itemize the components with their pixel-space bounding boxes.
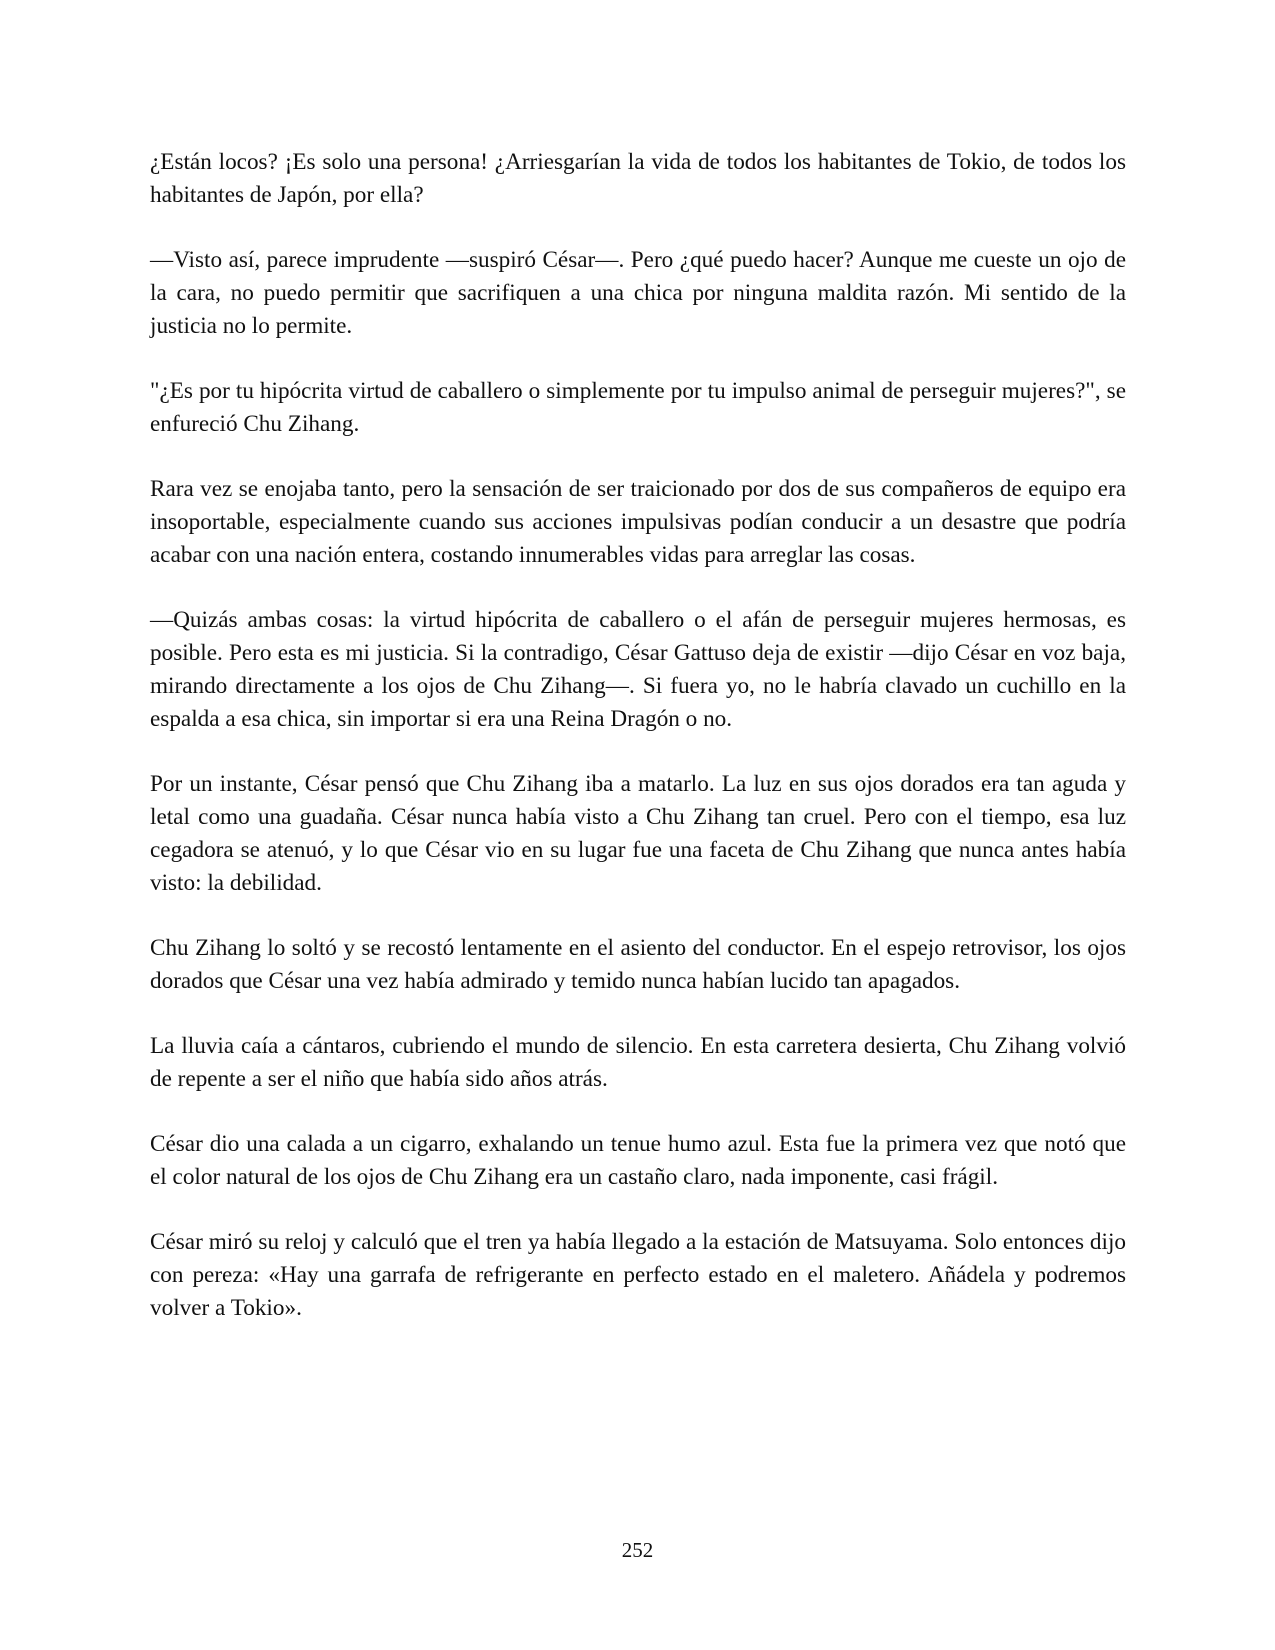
paragraph: Por un instante, César pensó que Chu Zihang iba a matarlo. La luz en sus ojos dorados era tan aguda y letal como una guadaña. César nunca había visto a Chu Zihang tan cruel. Pero con el tiempo, esa luz cegadora se atenuó, y lo que César vio en su lugar fue una faceta de Chu Zihang que nunca antes había visto: la debilidad. [150, 771, 1126, 896]
paragraph: ¿Están locos? ¡Es solo una persona! ¿Arriesgarían la vida de todos los habitantes de Tokio, de todos los habitantes de Japón, por ella? [150, 149, 1126, 208]
page-body [150, 146, 1126, 1357]
page-number: 252 [621, 1538, 654, 1562]
paragraph: —Quizás ambas cosas: la virtud hipócrita de caballero o el afán de perseguir mujeres hermosas, es posible. Pero esta es mi justicia. Si la contradigo, César Gattuso deja de existir —dijo César en voz baja, mirando directamente a los ojos de Chu Zihang—. Si fuera yo, no le habría clavado un cuchillo en la espalda a esa chica, sin importar si era una Reina Dragón o no. [150, 607, 1126, 732]
paragraph: César dio una calada a un cigarro, exhalando un tenue humo azul. Esta fue la primera vez que notó que el color natural de los ojos de Chu Zihang era un castaño claro, nada imponente, casi frágil. [150, 1131, 1126, 1190]
paragraph: "¿Es por tu hipócrita virtud de caballero o simplemente por tu impulso animal de perseguir mujeres?", se enfureció Chu Zihang. [150, 378, 1126, 437]
paragraph: Rara vez se enojaba tanto, pero la sensación de ser traicionado por dos de sus compañeros de equipo era insoportable, especialmente cuando sus acciones impulsivas podían conducir a un desastre que podría acabar con una nación entera, costando innumerables vidas para arreglar las cosas. [150, 476, 1126, 568]
paragraph: Chu Zihang lo soltó y se recostó lentamente en el asiento del conductor. En el espejo retrovisor, los ojos dorados que César una vez había admirado y temido nunca habían lucido tan apagados. [150, 935, 1126, 994]
paragraph: La lluvia caía a cántaros, cubriendo el mundo de silencio. En esta carretera desierta, Chu Zihang volvió de repente a ser el niño que había sido años atrás. [150, 1033, 1126, 1092]
paragraph: —Visto así, parece imprudente —suspiró César—. Pero ¿qué puedo hacer? Aunque me cueste un ojo de la cara, no puedo permitir que sacrifiquen a una chica por ninguna maldita razón. Mi sentido de la justicia no lo permite. [150, 247, 1126, 339]
paragraph: César miró su reloj y calculó que el tren ya había llegado a la estación de Matsuyama. Solo entonces dijo con pereza: «Hay una garrafa de refrigerante en perfecto estado en el maletero. Añádela y podremos volver a Tokio». [150, 1229, 1126, 1321]
